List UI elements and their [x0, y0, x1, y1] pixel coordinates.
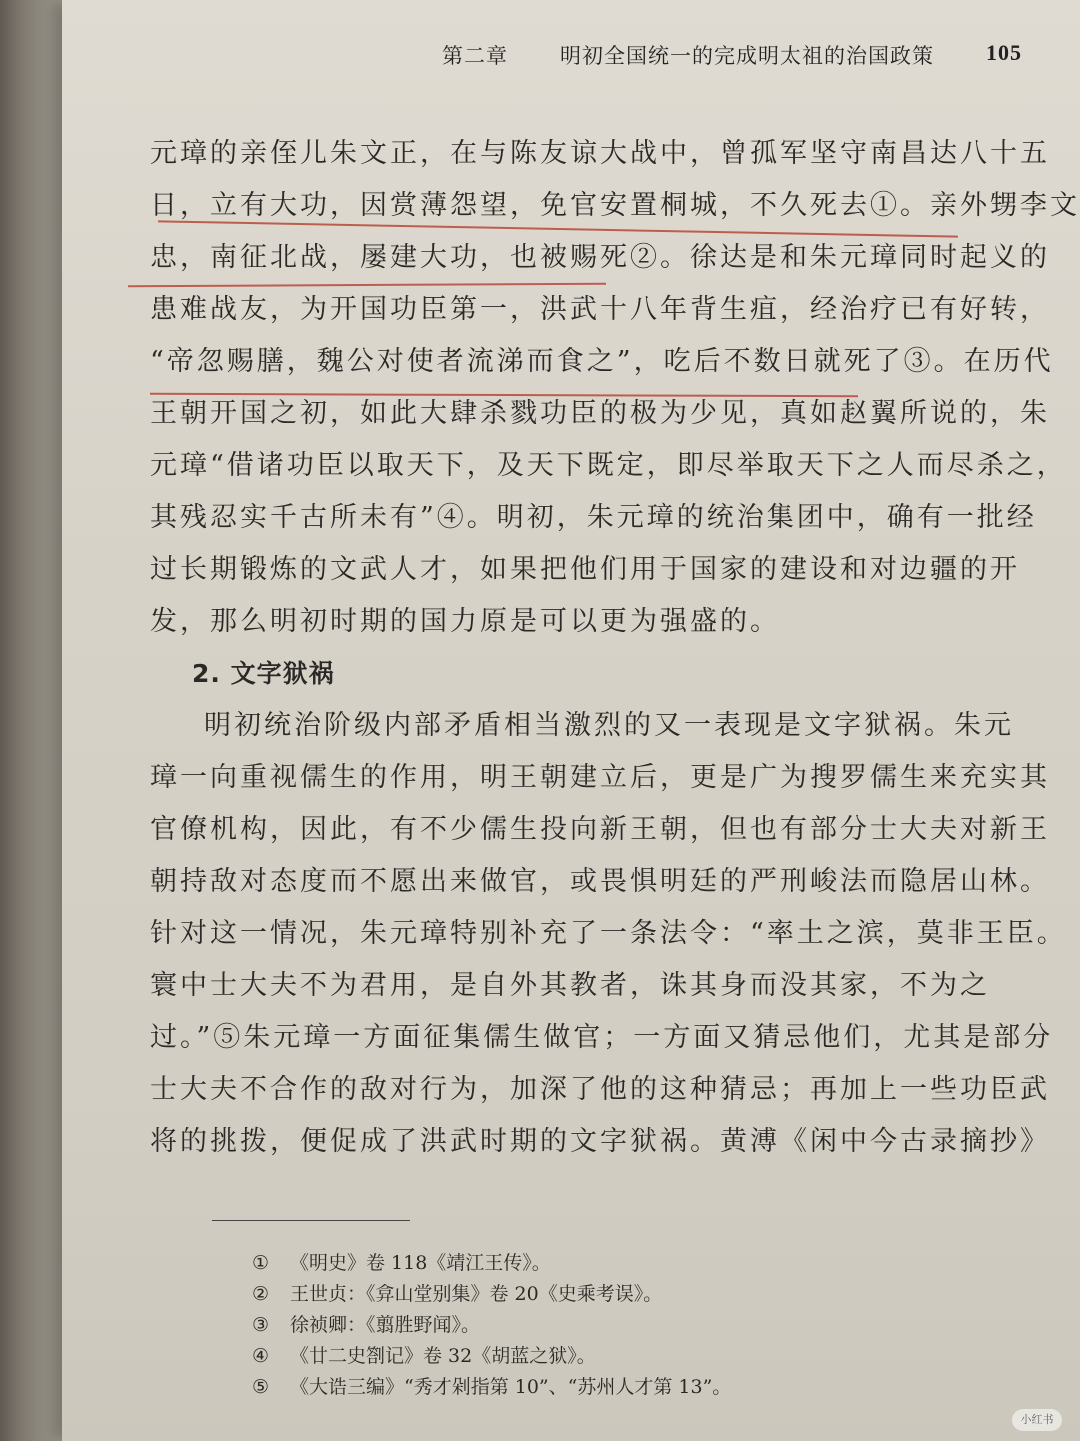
footnote: ① 《明史》卷 118《靖江王传》。 [252, 1252, 551, 1274]
book-page [62, 0, 1080, 1441]
text-line: 朝持敌对态度而不愿出来做官，或畏惧明廷的严刑峻法而隐居山林。 [150, 866, 1050, 897]
section-heading: 2. 文字狱祸 [192, 659, 335, 688]
text-line: 发，那么明初时期的国力原是可以更为强盛的。 [150, 606, 780, 637]
page-number: 105 [986, 40, 1022, 65]
text-line: 王朝开国之初，如此大肆杀戮功臣的极为少见，真如赵翼所说的，朱 [150, 398, 1050, 429]
text-line: 元璋“借诸功臣以取天下，及天下既定，即尽举取天下之人而尽杀之， [150, 450, 1067, 481]
running-head [442, 40, 1022, 70]
chapter-title: 明初全国统一的完成明太祖的治国政策 [560, 44, 934, 68]
footnote: ③ 徐祯卿：《翦胜野闻》。 [252, 1314, 481, 1336]
text-line: 璋一向重视儒生的作用，明王朝建立后，更是广为搜罗儒生来充实其 [150, 762, 1050, 793]
text-line: 过。”⑤朱元璋一方面征集儒生做官；一方面又猜忌他们，尤其是部分 [150, 1022, 1054, 1053]
text-line: 寰中士大夫不为君用，是自外其教者，诛其身而没其家，不为之 [150, 970, 990, 1001]
text-line: 明初统治阶级内部矛盾相当激烈的又一表现是文字狱祸。朱元 [204, 710, 1014, 741]
text-line: 将的挑拨，便促成了洪武时期的文字狱祸。黄溥《闲中今古录摘抄》 [150, 1126, 1050, 1157]
text-line: 元璋的亲侄儿朱文正，在与陈友谅大战中，曾孤军坚守南昌达八十五 [150, 138, 1050, 169]
text-line: “帝忽赐膳，魏公对使者流涕而食之”，吃后不数日就死了③。在历代 [150, 346, 1054, 377]
text-line: 针对这一情况，朱元璋特别补充了一条法令：“率土之滨，莫非王臣。 [150, 918, 1067, 949]
text-line: 其残忍实千古所未有”④。明初，朱元璋的统治集团中，确有一批经 [150, 502, 1037, 533]
text-line: 患难战友，为开国功臣第一，洪武十八年背生疽，经治疗已有好转， [150, 294, 1050, 325]
text-line: 日，立有大功，因赏薄怨望，免官安置桐城，不久死去①。亲外甥李文 [150, 190, 1080, 221]
text-line: 官僚机构，因此，有不少儒生投向新王朝，但也有部分士大夫对新王 [150, 814, 1050, 845]
footnotes [252, 1248, 952, 1403]
text-line: 过长期锻炼的文武人才，如果把他们用于国家的建设和对边疆的开 [150, 554, 1020, 585]
footnote: ② 王世贞：《弇山堂别集》卷 20《史乘考误》。 [252, 1283, 663, 1305]
watermark-badge: 小红书 [1012, 1409, 1062, 1431]
text-line: 忠，南征北战，屡建大功，也被赐死②。徐达是和朱元璋同时起义的 [150, 242, 1050, 273]
footnote: ⑤ 《大诰三编》“秀才剁指第 10”、“苏州人才第 13”。 [252, 1376, 732, 1398]
chapter-label: 第二章 [442, 44, 508, 68]
footnote: ④ 《廿二史劄记》卷 32《胡蓝之狱》。 [252, 1345, 596, 1367]
text-line: 士大夫不合作的敌对行为，加深了他的这种猜忌；再加上一些功臣武 [150, 1074, 1050, 1105]
footnote-rule [212, 1220, 410, 1221]
